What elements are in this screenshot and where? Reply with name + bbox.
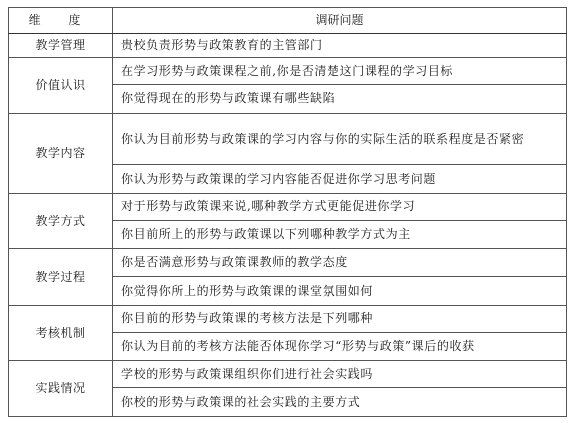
dimension-cell: 考核机制 bbox=[9, 305, 113, 360]
question-cell: 贵校负责形势与政策教育的主管部门 bbox=[113, 33, 567, 58]
table-row bbox=[9, 33, 567, 58]
question-cell: 学校的形势与政策课组织你们进行社会实践吗 bbox=[113, 361, 567, 388]
question-cell: 你认为目前形势与政策课的学习内容与你的实际生活的联系程度是否紧密 bbox=[113, 113, 567, 164]
table-row bbox=[9, 249, 567, 277]
dimension-cell: 实践情况 bbox=[9, 361, 113, 417]
table-row bbox=[9, 193, 567, 220]
dimension-cell: 教学内容 bbox=[9, 113, 113, 193]
question-cell: 对于形势与政策课来说,哪种教学方式更能促进你学习 bbox=[113, 193, 567, 220]
table-header-row bbox=[9, 8, 567, 34]
dimension-cell: 教学过程 bbox=[9, 249, 113, 306]
question-cell: 你目前的形势与政策课的考核方法是下列哪种 bbox=[113, 305, 567, 332]
table-row bbox=[9, 113, 567, 164]
question-cell: 你觉得现在的形势与政策课有哪些缺陷 bbox=[113, 85, 567, 114]
table-row bbox=[9, 361, 567, 388]
header-question: 调研问题 bbox=[113, 8, 567, 34]
dimension-cell: 价值认识 bbox=[9, 58, 113, 113]
dimension-cell: 教学方式 bbox=[9, 193, 113, 248]
header-dimension-label: 维 度 bbox=[28, 12, 93, 27]
header-dimension bbox=[9, 8, 113, 34]
question-cell: 你校的形势与政策课的社会实践的主要方式 bbox=[113, 388, 567, 417]
question-cell: 你觉得你所上的形势与政策课的课堂氛围如何 bbox=[113, 277, 567, 306]
question-cell: 在学习形势与政策课程之前,你是否清楚这门课程的学习目标 bbox=[113, 58, 567, 85]
question-cell: 你目前所上的形势与政策课以下列哪种教学方式为主 bbox=[113, 220, 567, 249]
dimension-cell: 教学管理 bbox=[9, 33, 113, 58]
question-cell: 你认为目前的考核方法能否体现你学习“形势与政策”课后的收获 bbox=[113, 332, 567, 361]
survey-table bbox=[8, 7, 567, 417]
table-row bbox=[9, 58, 567, 85]
question-cell: 你认为形势与政策课的学习内容能否促进你学习思考问题 bbox=[113, 165, 567, 194]
question-cell: 你是否满意形势与政策课教师的教学态度 bbox=[113, 249, 567, 277]
table-row bbox=[9, 305, 567, 332]
